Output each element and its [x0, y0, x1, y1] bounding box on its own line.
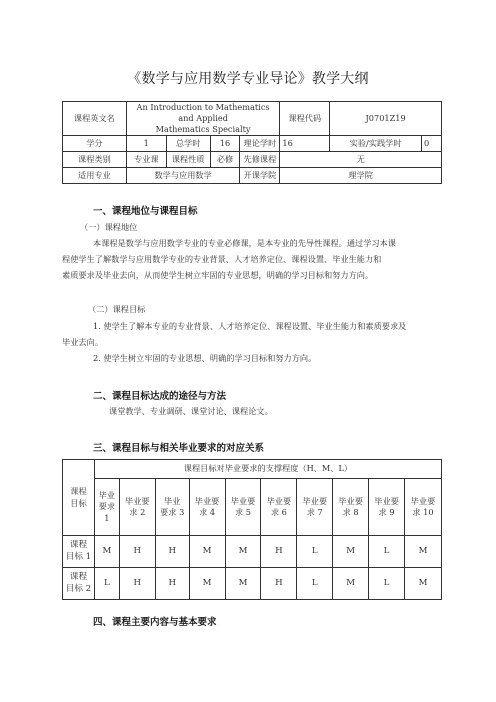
row-label: 课程 目标 2	[63, 568, 95, 600]
req-header-10: 毕业要 求 10	[404, 479, 441, 536]
section1-goal1-line2: 毕业去向。	[62, 337, 103, 347]
support-cell: L	[94, 568, 119, 600]
nature-label: 课程性质	[166, 152, 210, 168]
section1-goal2: 2. 使学生树立牢固的专业思想、明确的学习目标和努力方向。	[93, 353, 317, 363]
credit-label: 学分	[63, 136, 127, 152]
major-value: 数学与应用数学	[126, 168, 240, 184]
theory-hours-label: 理论学时	[240, 136, 280, 152]
support-cell: M	[189, 568, 225, 600]
support-cell: H	[119, 568, 155, 600]
support-cell: L	[297, 568, 333, 600]
page-title: 《数学与应用数学专业导论》教学大纲	[127, 71, 369, 87]
support-cell: M	[404, 536, 441, 568]
prereq-label: 先修课程	[240, 152, 280, 168]
support-cell: M	[225, 536, 261, 568]
req-header-7: 毕业要 求 7	[297, 479, 333, 536]
support-cell: M	[404, 568, 441, 600]
total-hours-value: 16	[210, 136, 240, 152]
section4-heading: 四、课程主要内容与基本要求	[93, 617, 217, 628]
goal-requirement-table	[62, 459, 442, 600]
support-cell: H	[261, 536, 297, 568]
major-label: 适用专业	[63, 168, 127, 184]
eng-name-value: An Introduction to Mathematics and Applied Mathematics Specialty	[126, 102, 280, 136]
section1-para1-line3: 素质要求及毕业去向，从而使学生树立牢固的专业思想，明确的学习目标和努力方向。	[62, 270, 374, 280]
theory-hours-value: 16	[280, 136, 330, 152]
college-label: 开课学院	[240, 168, 280, 184]
prereq-value: 无	[280, 152, 442, 168]
support-cell: M	[333, 568, 369, 600]
req-header-8: 毕业要 求 8	[333, 479, 369, 536]
req-header-2: 毕业要 求 2	[119, 479, 155, 536]
category-label: 课程类别	[63, 152, 127, 168]
corner-header: 课程 目标	[63, 460, 95, 536]
code-value: J0701Z19	[330, 102, 442, 136]
section1-goal1-line1: 1. 使学生了解本专业的专业背景、人才培养定位、课程设置、毕业生能力和素质要求及	[93, 321, 407, 331]
section1-sub1: （一）课程地位	[80, 222, 138, 232]
support-cell: H	[155, 568, 189, 600]
support-cell: L	[297, 536, 333, 568]
nature-value: 必修	[210, 152, 240, 168]
support-cell: M	[189, 536, 225, 568]
college-value: 理学院	[280, 168, 442, 184]
section1-sub2: （二）课程目标	[88, 304, 146, 314]
practice-hours-label: 实验/实践学时	[330, 136, 422, 152]
category-value: 专业课	[126, 152, 166, 168]
section2-text: 课堂教学、专业调研、课堂讨论、课程论文。	[109, 406, 273, 416]
support-degree-header: 课程目标对毕业要求的支撑程度（H、M、L）	[94, 460, 441, 479]
support-cell: L	[369, 536, 405, 568]
support-cell: M	[94, 536, 119, 568]
section1-para1-line2: 程使学生了解数学与应用数学专业的专业背景、人才培养定位、课程设置、毕业生能力和	[62, 254, 382, 264]
req-header-1: 毕业 要求 1	[94, 479, 119, 536]
course-info-table	[62, 101, 442, 184]
code-label: 课程代码	[280, 102, 330, 136]
req-header-5: 毕业要 求 5	[225, 479, 261, 536]
req-header-4: 毕业要 求 4	[189, 479, 225, 536]
table-row	[63, 568, 442, 600]
support-cell: M	[225, 568, 261, 600]
eng-name-label: 课程英文名	[63, 102, 127, 136]
req-header-3: 毕业 要求 3	[155, 479, 189, 536]
total-hours-label: 总学时	[166, 136, 210, 152]
section3-heading: 三、课程目标与相关毕业要求的对应关系	[93, 443, 265, 454]
support-cell: M	[333, 536, 369, 568]
row-label: 课程 目标 1	[63, 536, 95, 568]
section2-heading: 二、课程目标达成的途径与方法	[93, 391, 227, 402]
req-header-9: 毕业要 求 9	[369, 479, 405, 536]
support-cell: H	[119, 536, 155, 568]
section1-para1-line1: 本课程是数学与应用数学专业的专业必修课，是本专业的先导性课程。通过学习本课	[93, 238, 396, 248]
table-row	[63, 536, 442, 568]
req-header-6: 毕业要 求 6	[261, 479, 297, 536]
section1-heading: 一、课程地位与课程目标	[93, 206, 198, 217]
support-cell: H	[155, 536, 189, 568]
support-cell: L	[369, 568, 405, 600]
practice-hours-value: 0	[421, 136, 441, 152]
credit-value: 1	[126, 136, 166, 152]
support-cell: H	[261, 568, 297, 600]
